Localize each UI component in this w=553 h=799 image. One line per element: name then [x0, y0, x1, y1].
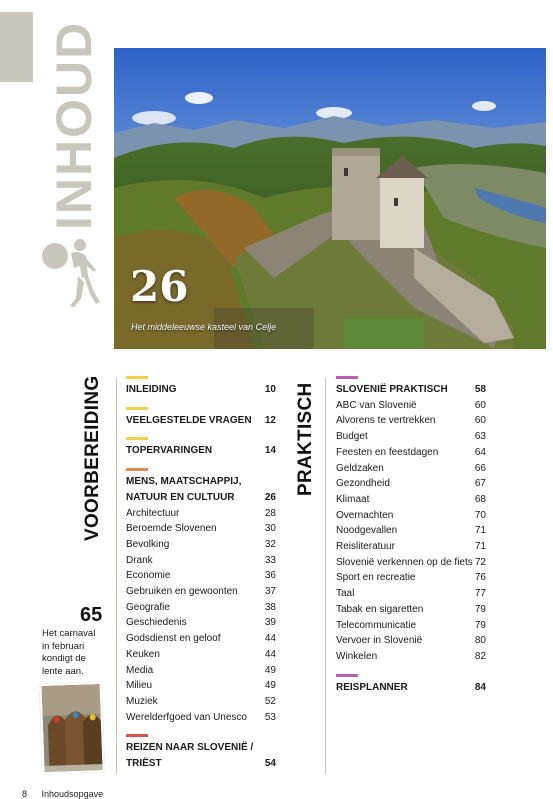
photo-caption: Het middeleeuwse kasteel van Celje — [131, 322, 277, 332]
toc-entry-title: Geografie — [126, 601, 170, 613]
toc-entry-title: Geldzaken — [336, 462, 384, 474]
castle-photo — [114, 48, 546, 349]
toc-heading-title: MENS, MAATSCHAPPIJ, — [126, 476, 242, 488]
toc-entry[interactable] — [336, 492, 486, 508]
toc-entry[interactable] — [336, 586, 486, 602]
toc-entry[interactable] — [126, 537, 276, 553]
toc-entry-page: 44 — [264, 648, 276, 660]
sidebox-caption: Het carnaval in februari kondigt de lente aan. — [42, 628, 96, 677]
toc-entry-title: Keuken — [126, 648, 160, 660]
toc-entry-title: Taal — [336, 588, 355, 600]
footer-label: Inhoudsopgave — [41, 789, 104, 799]
toc-entry-page: 28 — [264, 507, 276, 519]
toc-heading[interactable] — [126, 756, 276, 772]
toc-entry-page: 68 — [474, 493, 486, 505]
toc-entry[interactable] — [126, 694, 276, 710]
toc-heading-title: SLOVENIË PRAKTISCH — [336, 384, 448, 395]
toc-heading-page: 54 — [264, 758, 276, 770]
toc-entry-title: Bevolking — [126, 538, 170, 550]
toc-heading-page: 10 — [264, 384, 276, 395]
toc-heading[interactable] — [336, 382, 486, 398]
toc-entry-title: Overnachten — [336, 509, 394, 521]
toc-entry-page: 53 — [264, 711, 276, 723]
toc-entry-page: 32 — [264, 538, 276, 550]
page-footer — [22, 789, 103, 799]
toc-heading-title: REISPLANNER — [336, 681, 408, 693]
toc-section — [336, 376, 486, 665]
toc-entry-title: Telecommunicatie — [336, 619, 417, 631]
toc-heading-page: 14 — [264, 445, 276, 457]
toc-entry-title: Gezondheid — [336, 478, 390, 490]
toc-entry-page: 60 — [474, 415, 486, 427]
toc-entry-page: 60 — [474, 399, 486, 411]
section-label-praktisch: PRAKTISCH — [295, 382, 316, 496]
toc-entry[interactable] — [336, 539, 486, 555]
toc-entry[interactable] — [336, 570, 486, 586]
toc-heading-page: 84 — [474, 681, 486, 693]
toc-heading-page: 58 — [474, 384, 486, 395]
toc-entry-title: Sport en recreatie — [336, 572, 416, 584]
toc-entry-title: Werelderfgoed van Unesco — [126, 711, 247, 723]
toc-entry-title: Reisliteratuur — [336, 541, 395, 553]
sidebox-page-number: 65 — [80, 604, 103, 626]
toc-heading[interactable] — [126, 382, 276, 398]
toc-entry[interactable] — [336, 461, 486, 477]
toc-entry-page: 44 — [264, 633, 276, 645]
divider — [116, 378, 117, 774]
toc-entry[interactable] — [336, 413, 486, 429]
toc-entry-page: 64 — [474, 446, 486, 458]
toc-heading[interactable] — [126, 490, 276, 506]
section-color-bar — [126, 437, 148, 440]
toc-entry-title: Beroemde Slovenen — [126, 523, 217, 535]
toc-entry-title: Geschiedenis — [126, 617, 187, 629]
toc-entry-page: 36 — [264, 570, 276, 582]
photo-page-number: 26 — [130, 262, 189, 311]
toc-heading-title: VEELGESTELDE VRAGEN — [126, 414, 252, 426]
toc-entry-page: 76 — [474, 572, 486, 584]
toc-section — [126, 437, 276, 459]
toc-entry-title: Winkelen — [336, 650, 378, 662]
toc-entry[interactable] — [126, 615, 276, 631]
toc-entry-title: Muziek — [126, 695, 158, 707]
toc-entry-title: Budget — [336, 431, 368, 443]
toc-entry[interactable] — [336, 618, 486, 634]
toc-heading[interactable] — [336, 680, 486, 696]
toc-entry[interactable] — [126, 631, 276, 647]
toc-entry[interactable] — [336, 508, 486, 524]
toc-heading-title: REIZEN NAAR SLOVENIË / — [126, 742, 254, 754]
toc-entry[interactable] — [336, 429, 486, 445]
toc-entry[interactable] — [126, 568, 276, 584]
toc-entry-title: Gebruiken en gewoonten — [126, 586, 238, 598]
toc-entry-page: 71 — [474, 541, 486, 553]
toc-entry-page: 37 — [264, 586, 276, 598]
toc-entry-title: Slovenië verkennen op de fiets — [336, 556, 473, 568]
toc-entry-title: Drank — [126, 554, 153, 566]
section-color-bar — [336, 674, 358, 677]
toc-heading-title: INLEIDING — [126, 384, 177, 395]
toc-entry-title: Vervoer in Slovenië — [336, 635, 423, 647]
toc-entry-page: 52 — [264, 695, 276, 707]
footer-page-number: 8 — [22, 789, 28, 799]
toc-column-praktisch — [336, 376, 486, 704]
toc-entry-title: Media — [126, 664, 154, 676]
toc-entry-page: 38 — [264, 601, 276, 613]
toc-section — [336, 674, 486, 696]
toc-section — [126, 734, 276, 771]
toc-section — [126, 468, 276, 725]
toc-entry-title: Tabak en sigaretten — [336, 603, 424, 615]
page-title: INHOUD — [46, 20, 102, 230]
toc-heading-title: TOPERVARINGEN — [126, 445, 213, 457]
toc-entry[interactable] — [126, 710, 276, 726]
toc-entry-page: 71 — [474, 525, 486, 537]
toc-heading[interactable] — [126, 474, 276, 490]
toc-entry-page: 49 — [264, 664, 276, 676]
decorative-gray-block — [0, 12, 33, 82]
toc-entry[interactable] — [336, 555, 486, 571]
toc-entry-title: Klimaat — [336, 493, 370, 505]
section-color-bar — [126, 376, 148, 379]
toc-heading-title: TRIËST — [126, 758, 162, 770]
toc-entry-page: 39 — [264, 617, 276, 629]
toc-entry[interactable] — [336, 633, 486, 649]
toc-entry-title: Feesten en feestdagen — [336, 446, 439, 458]
toc-entry[interactable] — [126, 678, 276, 694]
toc-entry-title: Godsdienst en geloof — [126, 633, 221, 645]
toc-entry-page: 72 — [474, 556, 486, 568]
toc-entry-page: 70 — [474, 509, 486, 521]
toc-entry-page: 67 — [474, 478, 486, 490]
toc-entry[interactable] — [126, 647, 276, 663]
toc-entry-page: 49 — [264, 680, 276, 692]
toc-section — [126, 376, 276, 398]
toc-entry-title: Economie — [126, 570, 171, 582]
toc-entry-page: 80 — [474, 635, 486, 647]
section-color-bar — [126, 407, 148, 410]
toc-entry-page: 79 — [474, 603, 486, 615]
toc-entry-page: 79 — [474, 619, 486, 631]
toc-entry-page: 82 — [474, 650, 486, 662]
toc-column-voorbereiding — [126, 376, 276, 781]
hiker-icon — [40, 236, 102, 308]
toc-entry[interactable] — [126, 553, 276, 569]
toc-entry[interactable] — [126, 663, 276, 679]
toc-heading[interactable] — [126, 413, 276, 429]
toc-entry[interactable] — [126, 584, 276, 600]
toc-entry[interactable] — [126, 600, 276, 616]
toc-entry[interactable] — [126, 521, 276, 537]
toc-entry[interactable] — [126, 506, 276, 522]
section-color-bar — [336, 376, 358, 379]
toc-heading-page: 26 — [264, 491, 276, 503]
toc-entry-title: Noodgevallen — [336, 525, 398, 537]
section-label-voorbereiding: VOORBEREIDING — [82, 375, 103, 541]
toc-entry-page: 66 — [474, 462, 486, 474]
carnival-photo — [39, 682, 104, 774]
toc-entry-page: 30 — [264, 523, 276, 535]
divider — [325, 378, 326, 774]
toc-entry-page: 33 — [264, 554, 276, 566]
section-color-bar — [126, 468, 148, 471]
toc-heading-page: 12 — [264, 414, 276, 426]
toc-entry[interactable] — [336, 602, 486, 618]
toc-entry-title: Architectuur — [126, 507, 180, 519]
toc-entry-page: 63 — [474, 431, 486, 443]
toc-entry[interactable] — [336, 398, 486, 414]
toc-heading[interactable] — [126, 740, 276, 756]
toc-section — [126, 407, 276, 429]
toc-entry[interactable] — [336, 445, 486, 461]
toc-entry-title: Alvorens te vertrekken — [336, 415, 436, 427]
toc-heading[interactable] — [126, 443, 276, 459]
section-color-bar — [126, 734, 148, 737]
toc-entry-title: Milieu — [126, 680, 153, 692]
toc-heading-title: NATUUR EN CULTUUR — [126, 491, 235, 503]
toc-entry[interactable] — [336, 476, 486, 492]
toc-entry[interactable] — [336, 649, 486, 665]
toc-entry[interactable] — [336, 523, 486, 539]
toc-entry-page: 77 — [474, 588, 486, 600]
toc-entry-title: ABC van Slovenië — [336, 399, 417, 411]
